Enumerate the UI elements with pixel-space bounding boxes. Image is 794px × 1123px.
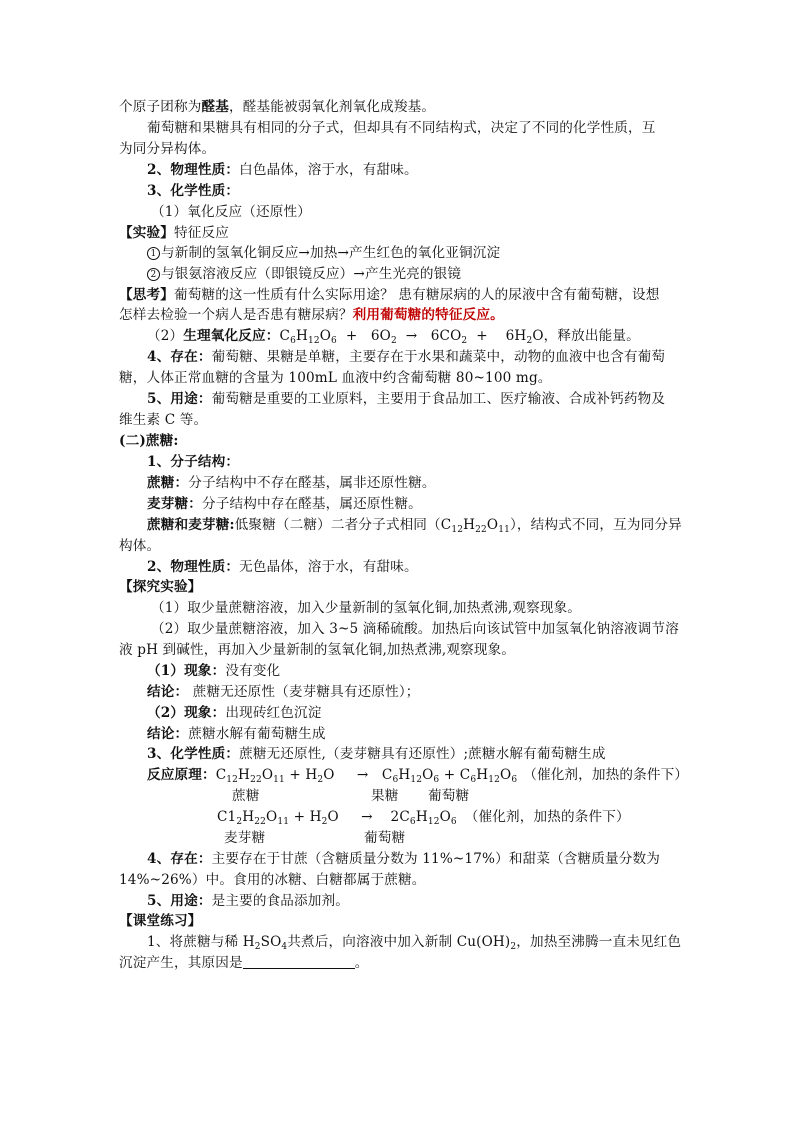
subscript: 2 <box>510 942 517 952</box>
subscript: 2 <box>317 775 324 785</box>
subscript: 2 <box>461 336 468 346</box>
text-line <box>147 851 660 867</box>
text: 没有变化 <box>225 663 281 679</box>
formula: C <box>215 767 227 783</box>
subscript: 22 <box>254 817 267 827</box>
text-line: 葡萄糖和果糖具有相同的分子式，但却具有不同结构式，决定了不同的化学性质，互 <box>147 120 656 136</box>
formula: + 6O <box>336 328 391 344</box>
heading: 生理氧化反应： <box>183 328 280 344</box>
text-line <box>147 245 500 261</box>
text-line <box>147 349 665 365</box>
heading: 结论： <box>147 684 189 700</box>
subscript: 22 <box>250 775 262 785</box>
text: 主要存在于甘蔗（含糖质量分数为 11%~17%）和甜菜（含糖质量分数为 <box>211 851 661 867</box>
heading: 3、化学性质： <box>147 746 240 762</box>
subscript: 12 <box>226 775 239 785</box>
text-line: 构体。 <box>119 538 161 554</box>
subscript: 6 <box>331 336 337 346</box>
subscript: 6 <box>450 817 457 827</box>
text-line <box>147 726 326 742</box>
term: 醛基 <box>201 99 229 115</box>
text-line <box>147 663 280 679</box>
answer-highlight: 利用葡萄糖的特征反应。 <box>352 307 504 323</box>
subscript: 11 <box>273 775 285 785</box>
subscript: 22 <box>475 525 487 535</box>
subscript: 6 <box>290 336 296 346</box>
text: 与银氨溶液反应（即银镜反应）→产生光亮的银镜 <box>161 266 462 282</box>
section-label: 【实验】 <box>119 225 174 241</box>
text: 低聚糖（二糖）二者分子式相同（C <box>234 517 452 533</box>
formula: O <box>500 767 512 783</box>
formula: + H <box>289 809 322 825</box>
formula: O，释放出能量。 <box>532 328 640 344</box>
condition: （催化剂，加热的条件下） <box>523 767 689 783</box>
text-line <box>147 934 681 950</box>
formula: H <box>295 328 308 344</box>
text: 白色晶体，溶于水，有甜味。 <box>239 162 418 178</box>
heading: （2）现象： <box>147 705 226 721</box>
text-line <box>147 391 665 407</box>
text-line <box>147 496 422 512</box>
subscript: 12 <box>307 336 320 346</box>
formula: + H <box>284 767 318 783</box>
formula: H <box>238 767 251 783</box>
compound-label: 葡萄糖 <box>364 830 406 846</box>
formula: + C <box>439 767 471 783</box>
formula: C <box>279 328 291 344</box>
heading: 4、存在： <box>147 851 212 867</box>
heading: 4、存在： <box>147 349 212 365</box>
text-line: 14%~26%）中。食用的冰糖、白糖都属于蔗糖。 <box>119 872 426 888</box>
term: 蔗糖： <box>147 475 189 491</box>
subscript: 2 <box>390 336 397 346</box>
text-line <box>147 475 436 491</box>
text-line: （2）取少量蔗糖溶液，加入 3~5 滴稀硫酸。加热后向该试管中加氢氧化钠溶液调节溶 <box>151 621 679 637</box>
text-line: （1）取少量蔗糖溶液，加入少量新制的氢氧化铜,加热煮沸,观察现象。 <box>151 600 582 616</box>
text-line <box>119 99 435 115</box>
heading: 5、用途： <box>147 391 212 407</box>
text: 分子结构中不存在醛基，属非还原性糖。 <box>188 475 436 491</box>
formula: O <box>261 767 274 783</box>
text: 个原子团称为 <box>119 99 202 115</box>
text: 无色晶体，溶于水，有甜味。 <box>239 559 418 575</box>
subscript: 6 <box>392 775 399 785</box>
subscript: 12 <box>488 775 501 785</box>
formula: O → 2C <box>327 809 410 825</box>
text-line: 为同分异构体。 <box>119 141 216 157</box>
formula: H <box>476 767 489 783</box>
subscript: 12 <box>427 817 440 827</box>
compound-label: 果糖 <box>371 788 399 804</box>
text-line <box>147 746 606 762</box>
formula: H <box>463 517 476 533</box>
text-line: 维生素 C 等。 <box>119 412 208 428</box>
text-line: 糖，人体正常血糖的含量为 100mL 血液中约含葡萄糖 80~100 mg。 <box>119 370 552 386</box>
heading: 3、化学性质： <box>147 183 240 199</box>
text-line <box>119 955 368 971</box>
formula: H <box>398 767 411 783</box>
compound-label: 葡萄糖 <box>428 788 470 804</box>
subscript: 2 <box>236 817 243 827</box>
condition: （催化剂，加热的条件下） <box>464 809 630 825</box>
text-line <box>119 287 659 303</box>
section-label: 【课堂练习】 <box>119 913 202 929</box>
text: 蔗糖水解有葡萄糖生成 <box>188 726 326 742</box>
text: ），结构式不同，互为同分异 <box>509 517 682 533</box>
formula: O <box>422 767 434 783</box>
reaction-line <box>217 809 630 825</box>
text: ，加热至沸腾一直未见红色 <box>516 934 682 950</box>
formula: H <box>242 809 255 825</box>
subscript: 6 <box>470 775 477 785</box>
formula: C1 <box>217 809 237 825</box>
formula: → 6CO <box>396 328 462 344</box>
subscript: 6 <box>511 775 518 785</box>
subscript: 2 <box>321 817 328 827</box>
heading: 5、用途： <box>147 893 212 909</box>
text: （2） <box>147 328 184 344</box>
text-line <box>147 183 239 199</box>
text-line: （1）氧化反应（还原性） <box>151 204 311 220</box>
section-label: 【探究实验】 <box>119 579 202 595</box>
formula: O <box>319 328 332 344</box>
heading: 结论： <box>147 726 189 742</box>
formula: O → C <box>323 767 393 783</box>
text-line <box>147 517 682 533</box>
heading: （1）现象： <box>147 663 226 679</box>
formula: H <box>415 809 428 825</box>
subscript: 2 <box>526 336 533 346</box>
text-line <box>119 225 229 241</box>
text: 出现砖红色沉淀 <box>225 705 322 721</box>
text: 。 <box>354 955 369 971</box>
text: 分子结构中存在醛基，属还原性糖。 <box>201 496 422 512</box>
text: 1、将蔗糖与稀 H <box>147 934 255 950</box>
section-label: 【思考】 <box>119 287 174 303</box>
compound-label: 蔗糖 <box>232 788 260 804</box>
text: 与新制的氢氧化铜反应→加热→产生红色的氧化亚铜沉淀 <box>161 245 501 261</box>
text: ，醛基能被弱氧化剂氧化成羧基。 <box>228 99 436 115</box>
term: 麦芽糖： <box>147 496 202 512</box>
subscript: 6 <box>433 775 440 785</box>
circled-number: 1 <box>147 247 160 260</box>
formula: O <box>266 809 278 825</box>
text-line <box>147 328 640 344</box>
subscript: 4 <box>281 942 288 952</box>
term: 蔗糖和麦芽糖: <box>147 517 235 533</box>
heading: 1、分子结构： <box>147 454 240 470</box>
text: 葡萄糖是重要的工业原料，主要用于食品加工、医疗输液、合成补钙药物及 <box>211 391 666 407</box>
text-line: 液 pH 到碱性，再加入少量新制的氢氧化铜,加热煮沸,观察现象。 <box>119 642 516 658</box>
text: 沉淀产生，其原因是 <box>119 955 243 971</box>
text-line <box>147 266 461 282</box>
formula: + 6H <box>467 328 527 344</box>
text: 葡萄糖、果糖是单糖，主要存在于水果和蔬菜中，动物的血液中也含有葡萄 <box>211 349 666 365</box>
heading: 反应原理： <box>147 767 216 783</box>
text-line <box>119 307 504 323</box>
circled-number: 2 <box>147 268 160 281</box>
section-title: (二)蔗糖: <box>119 433 179 449</box>
subscript: 12 <box>410 775 423 785</box>
subscript: 2 <box>254 942 261 952</box>
heading: 2、物理性质： <box>147 162 240 178</box>
subscript: 6 <box>409 817 416 827</box>
text: 蔗糖无还原性,（麦芽糖具有还原性）;蔗糖水解有葡萄糖生成 <box>239 746 606 762</box>
answer-blank[interactable] <box>243 956 355 969</box>
formula: O <box>486 517 499 533</box>
subscript: 11 <box>277 817 290 827</box>
text: 蔗糖无还原性（麦芽糖具有还原性）； <box>188 684 420 700</box>
text-line <box>147 559 418 575</box>
text: 怎样去检验一个病人是否患有糖尿病？ <box>119 307 353 323</box>
text-line <box>147 705 322 721</box>
subscript: 12 <box>451 525 464 535</box>
compound-label: 麦芽糖 <box>224 830 266 846</box>
text-line <box>147 893 349 909</box>
formula: SO <box>260 934 282 950</box>
text-line <box>147 162 418 178</box>
text: 是主要的食品添加剂。 <box>211 893 350 909</box>
reaction-line <box>147 767 688 783</box>
text: 特征反应 <box>173 225 229 241</box>
text: 葡萄糖的这一性质有什么实际用途？ 患有糖尿病的人的尿液中含有葡萄糖，设想 <box>173 287 660 303</box>
text-line <box>147 684 420 700</box>
formula: O <box>439 809 451 825</box>
heading: 2、物理性质： <box>147 559 240 575</box>
subscript: 11 <box>498 525 510 535</box>
text: 共煮后，向溶液中加入新制 Cu(OH) <box>287 934 511 950</box>
